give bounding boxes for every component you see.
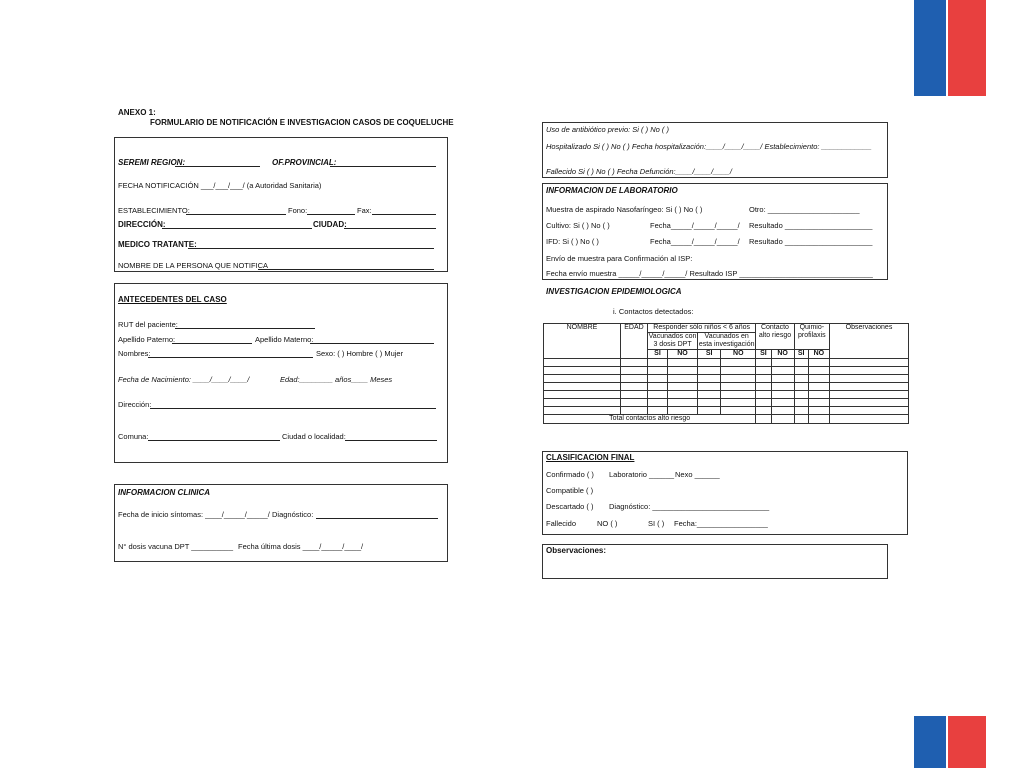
table-cell[interactable]	[808, 407, 829, 415]
table-cell[interactable]	[721, 359, 756, 367]
paternal-name-field[interactable]	[172, 343, 252, 344]
table-cell[interactable]	[544, 399, 621, 407]
contacts-label: i. Contactos detectados:	[613, 307, 694, 316]
table-cell[interactable]	[808, 391, 829, 399]
table-cell[interactable]	[648, 407, 668, 415]
col-quimio: Quimio-profilaxis	[794, 324, 829, 350]
confirmed-label: Confirmado ( )	[546, 470, 594, 479]
comuna-field[interactable]	[148, 440, 280, 441]
col-no: NO	[721, 350, 756, 359]
notifier-label: NOMBRE DE LA PERSONA QUE NOTIFICA	[118, 261, 269, 270]
table-cell[interactable]	[830, 367, 909, 375]
final-deceased-no: NO ( )	[597, 519, 618, 528]
ifd-date: Fecha_____/_____/_____/	[650, 237, 740, 246]
table-cell[interactable]	[621, 375, 648, 383]
table-cell[interactable]	[721, 399, 756, 407]
ifd-result: Resultado _____________________	[749, 237, 873, 246]
symptom-date-label: Fecha de inicio síntomas: ____/_____/_____/	[118, 510, 270, 519]
city-label: CIUDAD:	[313, 220, 347, 229]
diagnosis-label: Diagnóstico:	[272, 510, 314, 519]
col-contacto: Contacto alto riesgo	[756, 324, 794, 350]
table-cell[interactable]	[771, 383, 794, 391]
table-cell[interactable]	[771, 391, 794, 399]
isp-date-label: Fecha envío muestra _____/_____/_____/ Resultado ISP ________________________________	[546, 269, 873, 278]
final-death-date: Fecha:_________________	[674, 519, 768, 528]
nexo-label: Nexo ______	[675, 470, 720, 479]
seremi-label: SEREMI REGION:	[118, 158, 186, 167]
final-title: CLASIFICACION FINAL	[546, 453, 635, 462]
table-cell[interactable]	[648, 399, 668, 407]
table-cell[interactable]	[794, 407, 808, 415]
table-row	[544, 367, 909, 375]
col-responder: Responder sólo niños < 6 años	[648, 324, 756, 333]
table-cell[interactable]	[721, 375, 756, 383]
table-cell[interactable]	[830, 359, 909, 367]
table-cell[interactable]	[808, 399, 829, 407]
table-cell[interactable]	[667, 367, 697, 375]
table-cell[interactable]	[721, 391, 756, 399]
establishment-field[interactable]	[186, 214, 286, 215]
table-cell[interactable]	[721, 367, 756, 375]
table-cell[interactable]	[621, 367, 648, 375]
table-cell[interactable]	[756, 399, 771, 407]
contacts-table	[543, 323, 909, 424]
table-cell[interactable]	[794, 415, 808, 424]
table-cell[interactable]	[698, 367, 721, 375]
table-cell[interactable]	[698, 399, 721, 407]
table-cell[interactable]	[698, 375, 721, 383]
paternal-name-label: Apellido Paterno:	[118, 335, 176, 344]
maternal-name-label: Apellido Materno:	[255, 335, 314, 344]
table-cell[interactable]	[830, 415, 909, 424]
table-cell[interactable]	[544, 359, 621, 367]
table-row	[544, 399, 909, 407]
table-cell[interactable]	[830, 399, 909, 407]
fax-field[interactable]	[372, 214, 436, 215]
table-cell[interactable]	[621, 407, 648, 415]
table-cell[interactable]	[808, 415, 829, 424]
rut-field[interactable]	[175, 328, 315, 329]
table-cell[interactable]	[794, 399, 808, 407]
table-cell[interactable]	[544, 407, 621, 415]
phone-field[interactable]	[307, 214, 355, 215]
address-label: DIRECCIÓN:	[118, 220, 166, 229]
flag-decoration-bottom	[914, 716, 986, 768]
table-cell[interactable]	[794, 383, 808, 391]
table-cell[interactable]	[698, 391, 721, 399]
age-label: Edad:________ años____ Meses	[280, 375, 393, 384]
case-section	[114, 283, 448, 463]
table-cell[interactable]	[756, 375, 771, 383]
vaccine-doses-label: N° dosis vacuna DPT __________	[118, 542, 234, 551]
table-cell[interactable]	[771, 399, 794, 407]
doctor-label: MEDICO TRATANTE:	[118, 240, 197, 249]
notifier-field[interactable]	[258, 269, 434, 270]
table-cell[interactable]	[648, 367, 668, 375]
table-cell[interactable]	[544, 375, 621, 383]
table-cell[interactable]	[698, 407, 721, 415]
hospitalized-label: Hospitalizado Si ( ) No ( ) Fecha hospitalización:____/____/____/ Establecimiento: ____________	[546, 142, 872, 151]
final-diagnosis-label: Diagnóstico: ____________________________	[609, 502, 770, 511]
clinical-title: INFORMACION CLINICA	[118, 488, 210, 497]
culture-date: Fecha_____/_____/_____/	[650, 221, 740, 230]
table-row	[544, 391, 909, 399]
table-cell[interactable]	[756, 391, 771, 399]
table-cell[interactable]	[721, 383, 756, 391]
other-label: Otro: ______________________	[749, 205, 860, 214]
observations-title: Observaciones:	[546, 546, 607, 555]
col-observaciones: Observaciones	[830, 324, 909, 359]
antibiotic-label: Uso de antibiótico previo: Si ( ) No ( )	[546, 125, 669, 134]
table-cell[interactable]	[794, 375, 808, 383]
maternal-name-field[interactable]	[310, 343, 434, 344]
table-cell[interactable]	[756, 359, 771, 367]
table-row	[544, 359, 909, 367]
table-row	[544, 375, 909, 383]
provincial-label: OF.PROVINCIAL:	[272, 158, 337, 167]
table-cell[interactable]	[771, 375, 794, 383]
table-cell[interactable]	[808, 359, 829, 367]
table-cell[interactable]	[808, 383, 829, 391]
laboratory-label: Laboratorio ______	[609, 470, 675, 479]
form-title: FORMULARIO DE NOTIFICACIÓN E INVESTIGACION CASOS DE COQUELUCHE	[150, 118, 454, 127]
col-si: SI	[794, 350, 808, 359]
fax-label: Fax:	[357, 206, 372, 215]
table-cell[interactable]	[667, 383, 697, 391]
table-cell[interactable]	[756, 367, 771, 375]
col-no: NO	[667, 350, 697, 359]
col-vacunados-inv: Vacunados en esta investigación	[698, 333, 755, 348]
table-cell[interactable]	[621, 399, 648, 407]
case-address-field[interactable]	[150, 408, 436, 409]
table-cell[interactable]	[771, 359, 794, 367]
case-title: ANTECEDENTES DEL CASO	[118, 295, 227, 304]
table-cell[interactable]	[830, 407, 909, 415]
locality-label: Ciudad o localidad:	[282, 432, 346, 441]
table-cell[interactable]	[756, 407, 771, 415]
ifd-label: IFD: Si ( ) No ( )	[546, 237, 599, 246]
table-cell[interactable]	[756, 415, 771, 424]
lab-section	[542, 183, 888, 280]
table-cell[interactable]	[667, 391, 697, 399]
table-row	[544, 383, 909, 391]
col-si: SI	[756, 350, 771, 359]
table-cell[interactable]	[756, 383, 771, 391]
col-no: NO	[808, 350, 829, 359]
diagnosis-field[interactable]	[316, 518, 438, 519]
table-cell[interactable]	[667, 407, 697, 415]
rut-label: RUT del paciente:	[118, 320, 178, 329]
table-cell[interactable]	[621, 383, 648, 391]
doctor-field[interactable]	[188, 248, 434, 249]
table-cell[interactable]	[721, 407, 756, 415]
names-field[interactable]	[148, 357, 313, 358]
last-dose-label: Fecha última dosis ____/_____/____/	[238, 542, 364, 551]
table-cell[interactable]	[794, 359, 808, 367]
locality-field[interactable]	[345, 440, 437, 441]
birthdate-label: Fecha de Nacimiento: ____/____/____/	[118, 375, 250, 384]
lab-title: INFORMACION DE LABORATORIO	[546, 186, 678, 195]
table-cell[interactable]	[830, 375, 909, 383]
final-deceased-si: SI ( )	[648, 519, 665, 528]
table-cell[interactable]	[808, 367, 829, 375]
compatible-label: Compatible ( )	[546, 486, 594, 495]
table-cell[interactable]	[648, 359, 668, 367]
table-cell[interactable]	[544, 391, 621, 399]
table-cell[interactable]	[771, 415, 794, 424]
table-cell[interactable]	[544, 367, 621, 375]
table-cell[interactable]	[667, 375, 697, 383]
aspirate-label: Muestra de aspirado Nasofaríngeo: Si ( ) No ( )	[546, 205, 703, 214]
total-contacts-label: Total contactos alto riesgo	[544, 415, 756, 424]
seremi-field[interactable]	[175, 166, 260, 167]
table-cell[interactable]	[830, 391, 909, 399]
annex-label: ANEXO 1:	[118, 108, 156, 117]
col-no: NO	[771, 350, 794, 359]
table-cell[interactable]	[621, 359, 648, 367]
table-row	[544, 407, 909, 415]
notification-date-label: FECHA NOTIFICACIÓN ___/___/___/ (a Autoridad Sanitaria)	[118, 181, 322, 190]
table-cell[interactable]	[808, 375, 829, 383]
table-cell[interactable]	[771, 367, 794, 375]
establishment-label: ESTABLECIMIENTO:	[118, 206, 190, 215]
culture-result: Resultado _____________________	[749, 221, 873, 230]
culture-label: Cultivo: Si ( ) No ( )	[546, 221, 610, 230]
city-field[interactable]	[344, 228, 436, 229]
table-cell[interactable]	[771, 407, 794, 415]
epi-title: INVESTIGACION EPIDEMIOLOGICA	[546, 287, 682, 296]
phone-label: Fono:	[288, 206, 308, 215]
col-si: SI	[648, 350, 668, 359]
provincial-field[interactable]	[330, 166, 436, 167]
table-cell[interactable]	[648, 391, 668, 399]
col-vacunados: Vacunados con 3 dosis DPT	[648, 333, 697, 348]
table-cell[interactable]	[830, 383, 909, 391]
final-deceased-label: Fallecido	[546, 519, 577, 528]
names-label: Nombres:	[118, 349, 151, 358]
col-si: SI	[698, 350, 721, 359]
table-cell[interactable]	[794, 367, 808, 375]
isp-send-label: Envío de muestra para Confirmación al ISP:	[546, 254, 693, 263]
col-edad: EDAD	[621, 324, 648, 359]
table-cell[interactable]	[794, 391, 808, 399]
col-nombre: NOMBRE	[544, 324, 621, 359]
address-field[interactable]	[162, 228, 312, 229]
table-cell[interactable]	[544, 383, 621, 391]
discarded-label: Descartado ( )	[546, 502, 594, 511]
table-cell[interactable]	[648, 375, 668, 383]
table-cell[interactable]	[667, 359, 697, 367]
table-cell[interactable]	[698, 383, 721, 391]
sex-label: Sexo: ( ) Hombre ( ) Mujer	[316, 349, 404, 358]
deceased-label: Fallecido Si ( ) No ( ) Fecha Defunción:____/____/____/	[546, 167, 732, 176]
table-cell[interactable]	[667, 399, 697, 407]
flag-decoration-top	[914, 0, 986, 96]
table-cell[interactable]	[621, 391, 648, 399]
table-cell[interactable]	[648, 383, 668, 391]
case-address-label: Dirección:	[118, 400, 152, 409]
comuna-label: Comuna:	[118, 432, 149, 441]
table-cell[interactable]	[698, 359, 721, 367]
